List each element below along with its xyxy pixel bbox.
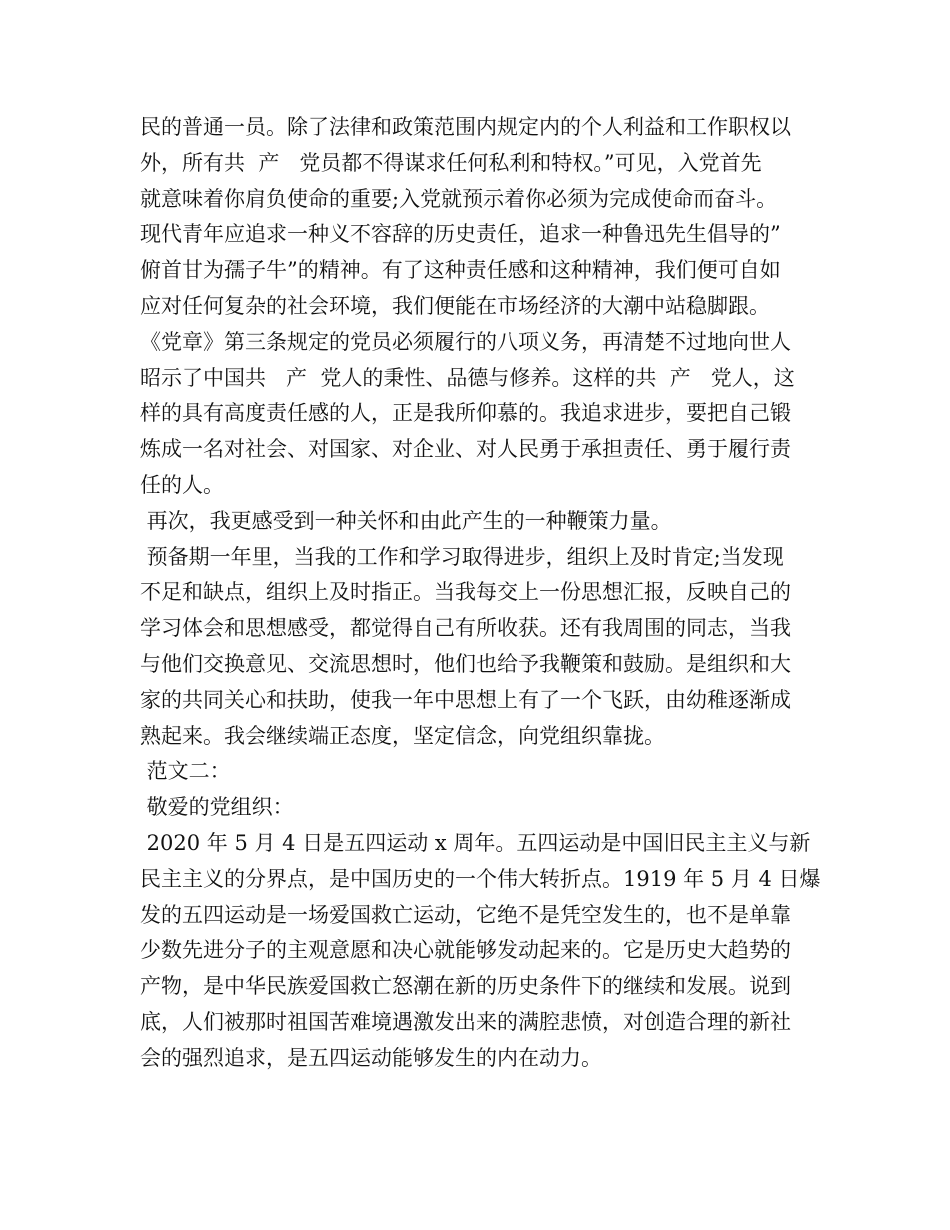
text-line: 民主主义的分界点，是中国历史的一个伟大转折点。1919 年 5 月 4 日爆 (140, 866, 821, 891)
text-line: 现代青年应追求一种义不容辞的历史责任，追求一种鲁迅先生倡导的” (140, 222, 781, 247)
text-line: 不足和缺点，组织上及时指正。当我每交上一份思想汇报，反映自己的 (140, 580, 791, 605)
text-line: 产物，是中华民族爱国救亡怒潮在新的历史条件下的继续和发展。说到 (140, 974, 791, 999)
text-line: 任的人。 (140, 472, 224, 497)
text-line: 炼成一名对社会、对国家、对企业、对人民勇于承担责任、勇于履行责 (140, 437, 791, 462)
text-line: 《党章》第三条规定的党员必须履行的八项义务，再清楚不过地向世人 (140, 329, 791, 354)
document-body (140, 110, 820, 1077)
text-line: 家的共同关心和扶助，使我一年中思想上有了一个飞跃，由幼稚逐渐成 (140, 687, 791, 712)
text-line: 应对任何复杂的社会环境，我们便能在市场经济的大潮中站稳脚跟。 (140, 293, 770, 318)
text-line: 样的具有高度责任感的人，正是我所仰慕的。我追求进步，要把自己锻 (140, 401, 791, 426)
text-line: 底，人们被那时祖国苦难境遇激发出来的满腔悲愤，对创造合理的新社 (140, 1009, 791, 1034)
text-line: 学习体会和思想感受，都觉得自己有所收获。还有我周围的同志，当我 (140, 616, 791, 641)
text-line: 与他们交换意见、交流思想时，他们也给予我鞭策和鼓励。是组织和大 (140, 651, 791, 676)
salutation: 敬爱的党组织： (140, 795, 294, 820)
text-line: 会的强烈追求，是五四运动能够发生的内在动力。 (140, 1045, 602, 1070)
text-line: 少数先进分子的主观意愿和决心就能够发动起来的。它是历史大趋势的 (140, 938, 791, 963)
text-line: 再次，我更感受到一种关怀和由此产生的一种鞭策力量。 (140, 508, 672, 533)
text-line: 发的五四运动是一场爱国救亡运动，它绝不是凭空发生的，也不是单靠 (140, 902, 791, 927)
text-line: 昭示了中国共 产 党人的秉性、品德与修养。这样的共 产 党人，这 (140, 365, 795, 390)
text-line: 民的普通一员。除了法律和政策范围内规定内的个人利益和工作职权以 (140, 115, 791, 139)
text-line: 2020 年 5 月 4 日是五四运动 x 周年。五四运动是中国旧民主主义与新 (140, 830, 811, 855)
text-line: 俯首甘为孺子牛”的精神。有了这种责任感和这种精神，我们便可自如 (140, 258, 781, 283)
text-line: 熟起来。我会继续端正态度，坚定信念，向党组织靠拢。 (140, 723, 665, 748)
text-line: 预备期一年里，当我的工作和学习取得进步，组织上及时肯定;当发现 (140, 544, 784, 569)
section-heading: 范文二： (140, 759, 231, 784)
text-line: 外，所有共 产 党员都不得谋求任何私利和特权。”可见，入党首先 (140, 150, 762, 175)
text-line: 就意味着你肩负使命的重要;入党就预示着你必须为完成使命而奋斗。 (140, 186, 778, 211)
